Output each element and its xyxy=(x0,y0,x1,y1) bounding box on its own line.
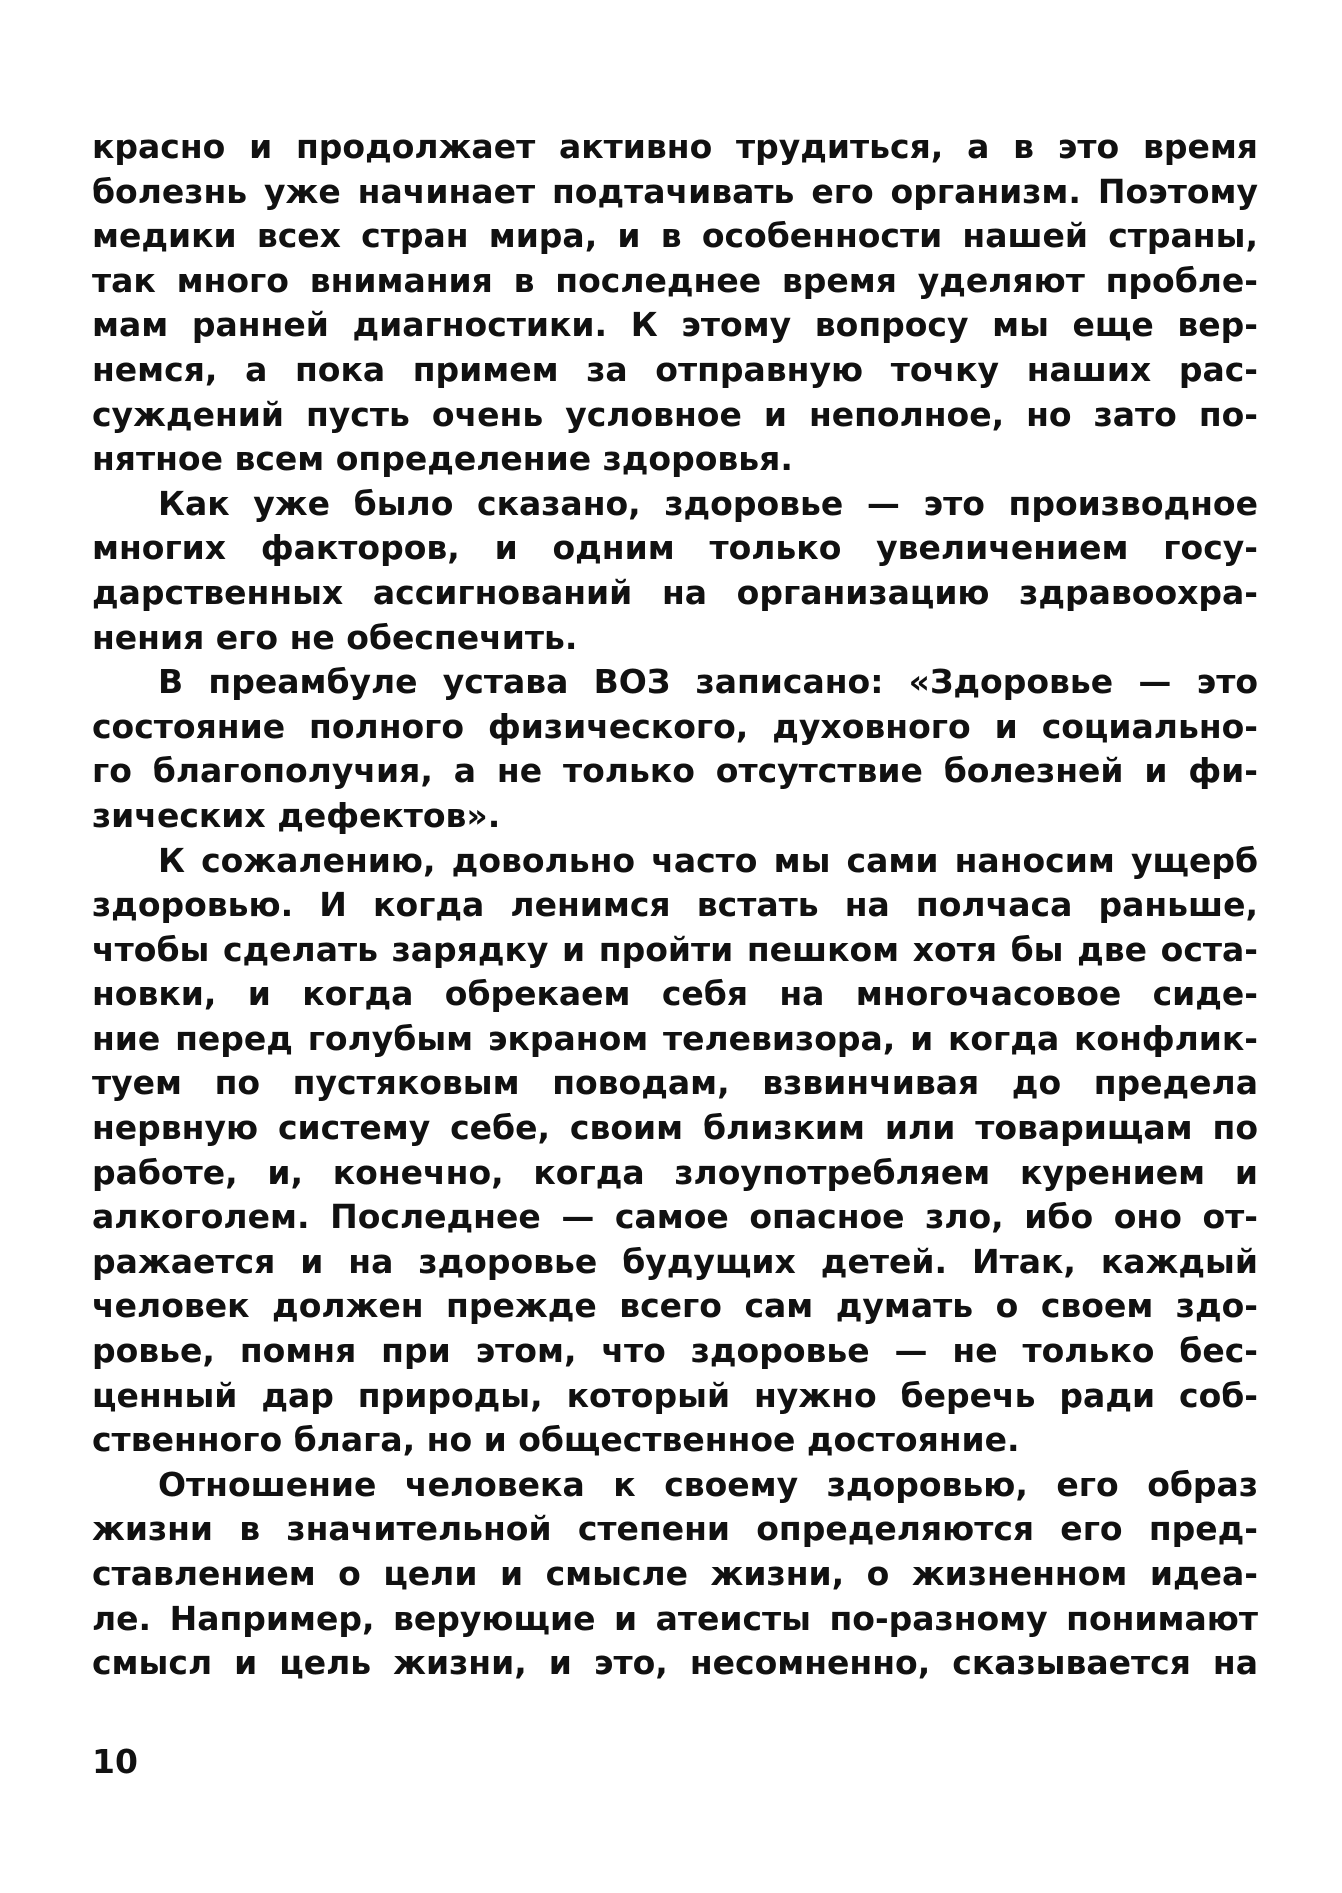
paragraph-5 xyxy=(92,1463,1258,1686)
text-line: ровье, помня при этом, что здоровье — не только бес- xyxy=(92,1331,1258,1371)
text-line: работе, и, конечно, когда злоупотребляем курением и xyxy=(92,1152,1258,1192)
text-line: многих факторов, и одним только увеличением госу- xyxy=(92,528,1258,568)
paragraph-4 xyxy=(92,839,1258,1463)
text-line: новки, и когда обрекаем себя на многочасовое сиде- xyxy=(92,974,1258,1014)
text-line: состояние полного физического, духовного и социально- xyxy=(92,706,1258,746)
text-line: го благополучия, а не только отсутствие болезней и фи- xyxy=(92,751,1258,791)
text-line: красно и продолжает активно трудиться, а в это время xyxy=(92,127,1258,166)
text-line: алкоголем. Последнее — самое опасное зло, ибо оно от- xyxy=(92,1197,1258,1237)
text-line: дарственных ассигнований на организацию здравоохра- xyxy=(92,572,1258,612)
paragraph-2 xyxy=(92,482,1258,660)
text-line: чтобы сделать зарядку и пройти пешком хотя бы две оста- xyxy=(92,929,1258,969)
text-line: ставлением о цели и смысле жизни, о жизненном идеа- xyxy=(92,1554,1258,1593)
text-line: немся, а пока примем за отправную точку наших рас- xyxy=(92,349,1258,389)
text-line: нения его не обеспечить. xyxy=(92,617,578,657)
text-line: болезнь уже начинает подтачивать его организм. Поэтому xyxy=(92,171,1258,211)
page-body xyxy=(92,125,1258,1686)
text-line: человек должен прежде всего сам думать о своем здо- xyxy=(92,1286,1258,1326)
paragraph-1 xyxy=(92,125,1258,482)
text-line: суждений пусть очень условное и неполное, но зато по- xyxy=(92,394,1258,434)
text-line: туем по пустяковым поводам, взвинчивая до предела xyxy=(92,1063,1258,1103)
text-line: здоровью. И когда ленимся встать на полчаса раньше, xyxy=(92,885,1258,925)
text-line: ражается и на здоровье будущих детей. Итак, каждый xyxy=(92,1241,1258,1281)
text-line: нервную систему себе, своим близким или товарищам по xyxy=(92,1108,1258,1148)
text-line: нятное всем определение здоровья. xyxy=(92,439,793,479)
page-number: 10 xyxy=(92,1742,138,1781)
text-line: смысл и цель жизни, и это, несомненно, сказывается на xyxy=(92,1643,1258,1683)
paragraph-3 xyxy=(92,660,1258,838)
text-line: зических дефектов». xyxy=(92,795,501,835)
text-line: Отношение человека к своему здоровью, его образ xyxy=(158,1464,1258,1504)
text-line: Как уже было сказано, здоровье — это производное xyxy=(158,483,1258,523)
text-line: ценный дар природы, который нужно беречь ради соб- xyxy=(92,1375,1258,1415)
text-line: ле. Например, верующие и атеисты по-разному понимают xyxy=(92,1598,1258,1638)
text-line: ственного блага, но и общественное достояние. xyxy=(92,1420,1020,1460)
text-line: К сожалению, довольно часто мы сами наносим ущерб xyxy=(158,840,1258,880)
text-line: В преамбуле устава ВОЗ записано: «Здоровье — это xyxy=(158,662,1258,702)
text-line: мам ранней диагностики. К этому вопросу мы еще вер- xyxy=(92,305,1258,345)
text-line: ние перед голубым экраном телевизора, и когда конфлик- xyxy=(92,1018,1258,1058)
text-line: жизни в значительной степени определяются его пред- xyxy=(92,1509,1258,1549)
text-line: так много внимания в последнее время уделяют пробле- xyxy=(92,260,1258,300)
text-line: медики всех стран мира, и в особенности нашей страны, xyxy=(92,216,1258,256)
